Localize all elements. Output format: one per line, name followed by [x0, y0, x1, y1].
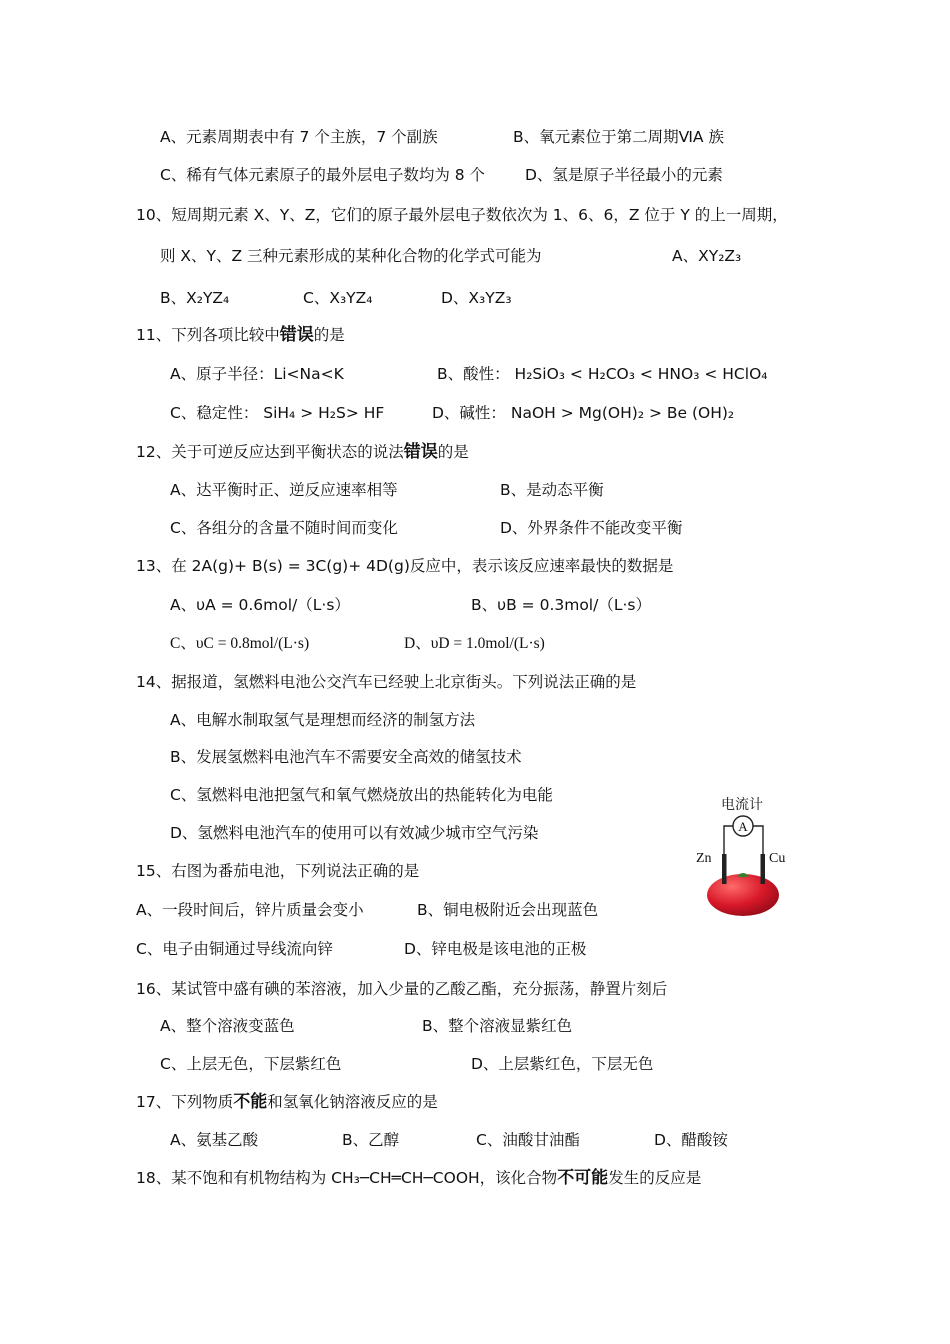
zinc-electrode — [722, 854, 727, 884]
q17-stem-text: 17、下列物质 — [136, 1093, 234, 1111]
q17-stem-emphasis: 不能 — [233, 1092, 268, 1112]
q17-option-a: A、氨基乙酸 — [170, 1131, 259, 1149]
q11-stem-text: 11、下列各项比较中 — [136, 326, 280, 344]
ammeter-caption: 电流计 — [721, 797, 763, 813]
q11-option-b: B、酸性： H₂SiO₃ < H₂CO₃ < HNO₃ < HClO₄ — [437, 365, 768, 383]
q16-option-d: D、上层紫红色，下层无色 — [471, 1055, 654, 1073]
q13-option-b: B、υB = 0.3mol/（L·s） — [471, 596, 651, 614]
tomato-battery-figure — [693, 792, 803, 922]
ammeter-symbol: A — [738, 819, 748, 834]
q15-option-c: C、电子由铜通过导线流向锌 — [136, 940, 333, 958]
q9-option-c: C、稀有气体元素原子的最外层电子数均为 8 个 — [160, 166, 486, 184]
q18-stem-end: 发生的反应是 — [608, 1169, 702, 1187]
q12-stem-emphasis: 错误 — [403, 442, 438, 462]
q15-stem: 15、右图为番茄电池，下列说法正确的是 — [136, 862, 420, 880]
q13-option-d: D、υD = 1.0mol/(L·s) — [404, 635, 545, 652]
q18-stem-text: 18、某不饱和有机物结构为 CH₃─CH═CH─COOH，该化合物 — [136, 1169, 558, 1187]
q17-option-b: B、乙醇 — [342, 1131, 400, 1149]
tomato-icon — [707, 874, 779, 916]
q12-stem — [136, 442, 469, 462]
q11-option-a: A、原子半径：Li<Na<K — [170, 365, 344, 383]
q13-option-c: C、υC = 0.8mol/(L·s) — [170, 635, 310, 652]
zinc-label: Zn — [696, 851, 712, 866]
q16-option-a: A、整个溶液变蓝色 — [160, 1017, 295, 1035]
q14-stem: 14、据报道，氢燃料电池公交汽车已经驶上北京街头。下列说法正确的是 — [136, 673, 637, 691]
q13-stem: 13、在 2A(g)+ B(s) = 3C(g)+ 4D(g)反应中，表示该反应速率最快的数据是 — [136, 557, 674, 575]
q10-stem-line2: 则 X、Y、Z 三种元素形成的某种化合物的化学式可能为 — [160, 247, 542, 265]
q10-option-d: D、X₃YZ₃ — [441, 289, 512, 307]
q16-option-b: B、整个溶液显紫红色 — [422, 1017, 573, 1035]
q12-stem-end: 的是 — [437, 443, 469, 461]
q17-option-c: C、油酸甘油酯 — [476, 1131, 580, 1149]
q14-option-d: D、氢燃料电池汽车的使用可以有效减少城市空气污染 — [170, 824, 539, 842]
q10-stem-line1: 10、短周期元素 X、Y、Z，它们的原子最外层电子数依次为 1、6、6，Z 位于 Y 的上一周期， — [136, 206, 788, 224]
q12-option-b: B、是动态平衡 — [500, 481, 604, 499]
q10-option-b: B、X₂YZ₄ — [160, 289, 230, 307]
q12-option-a: A、达平衡时正、逆反应速率相等 — [170, 481, 398, 499]
q18-stem-emphasis: 不可能 — [557, 1168, 609, 1188]
copper-label: Cu — [769, 851, 786, 866]
q9-option-b: B、氧元素位于第二周期ⅥA 族 — [513, 128, 724, 146]
q14-option-a: A、电解水制取氢气是理想而经济的制氢方法 — [170, 711, 476, 729]
q11-option-c: C、稳定性： SiH₄ > H₂S> HF — [170, 404, 385, 422]
q17-stem — [136, 1092, 438, 1112]
q12-option-d: D、外界条件不能改变平衡 — [500, 519, 683, 537]
q9-option-d: D、氢是原子半径最小的元素 — [525, 166, 723, 184]
q16-stem: 16、某试管中盛有碘的苯溶液，加入少量的乙酸乙酯，充分振荡，静置片刻后 — [136, 980, 668, 998]
q18-stem — [136, 1168, 701, 1188]
q13-option-a: A、υA = 0.6mol/（L·s） — [170, 596, 350, 614]
q15-option-d: D、锌电极是该电池的正极 — [404, 940, 587, 958]
q10-option-a: A、XY₂Z₃ — [672, 247, 742, 265]
q17-stem-end: 和氢氧化钠溶液反应的是 — [267, 1093, 438, 1111]
q15-option-a: A、一段时间后，锌片质量会变小 — [136, 901, 364, 919]
q12-option-c: C、各组分的含量不随时间而变化 — [170, 519, 398, 537]
q16-option-c: C、上层无色，下层紫红色 — [160, 1055, 342, 1073]
q12-stem-text: 12、关于可逆反应达到平衡状态的说法 — [136, 443, 404, 461]
q11-option-d: D、碱性： NaOH > Mg(OH)₂ > Be (OH)₂ — [432, 404, 735, 422]
q11-stem — [136, 325, 345, 345]
q15-option-b: B、铜电极附近会出现蓝色 — [417, 901, 599, 919]
q9-option-a: A、元素周期表中有 7 个主族，7 个副族 — [160, 128, 438, 146]
copper-electrode — [761, 854, 766, 884]
q14-option-c: C、氢燃料电池把氢气和氧气燃烧放出的热能转化为电能 — [170, 786, 553, 804]
q10-option-c: C、X₃YZ₄ — [303, 289, 373, 307]
q11-stem-end: 的是 — [313, 326, 345, 344]
q11-stem-emphasis: 错误 — [279, 325, 314, 345]
q14-option-b: B、发展氢燃料电池汽车不需要安全高效的储氢技术 — [170, 748, 522, 766]
q17-option-d: D、醋酸铵 — [654, 1131, 728, 1149]
